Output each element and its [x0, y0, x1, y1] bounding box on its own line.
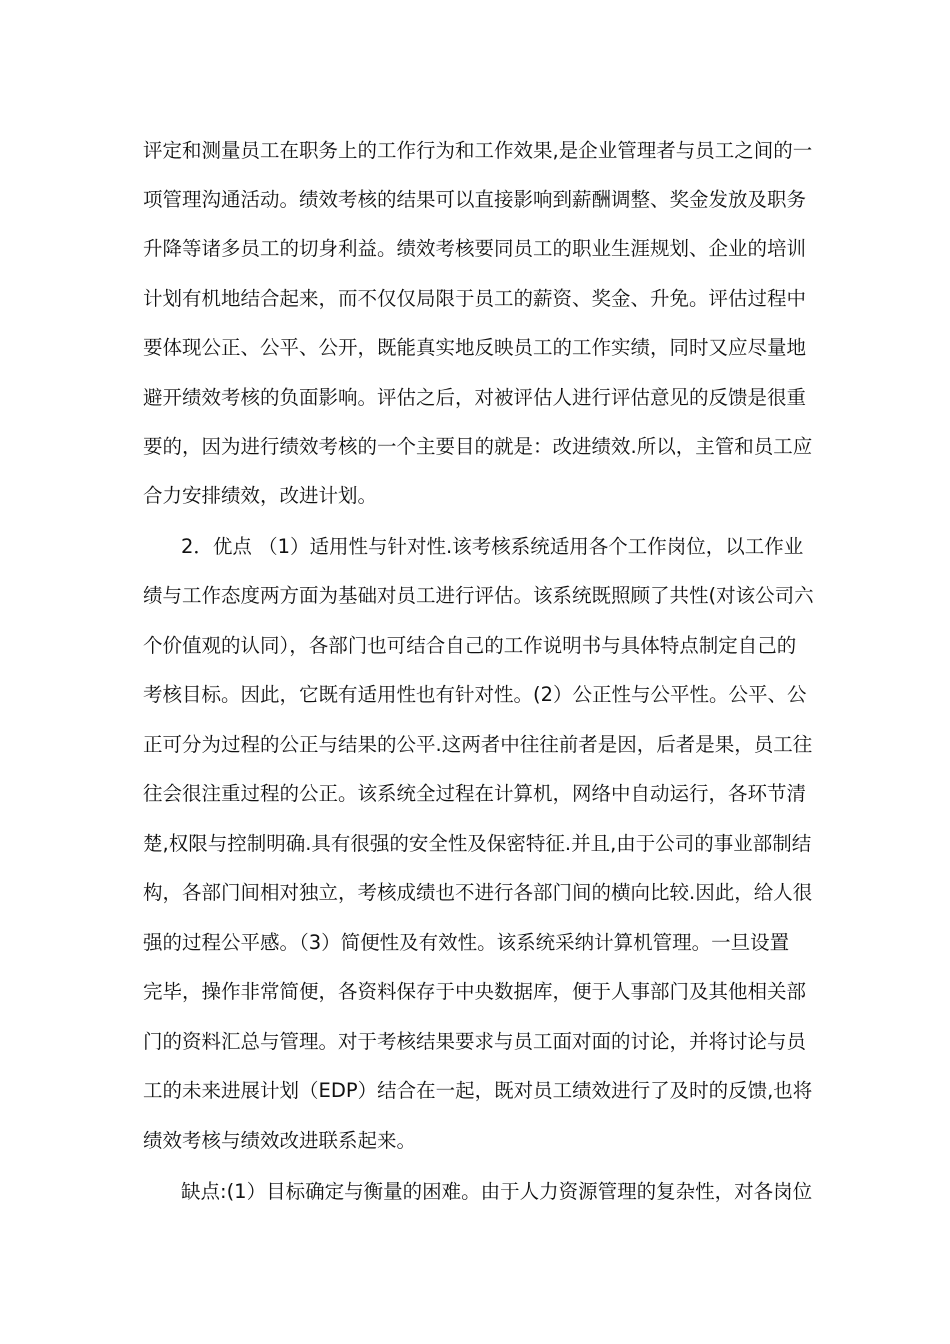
- text-line: 避开绩效考核的负面影响。评估之后，对被评估人进行评估意见的反馈是很重: [143, 386, 807, 409]
- text-line: 评定和测量员工在职务上的工作行为和工作效果,是企业管理者与员工之间的一: [143, 139, 813, 162]
- text-line: 考核目标。因此，它既有适用性也有针对性。(2）公正性与公平性。公平、公: [143, 683, 807, 706]
- text-line: 门的资料汇总与管理。对于考核结果要求与员工面对面的讨论，并将讨论与员: [143, 1030, 807, 1053]
- text-line: 项管理沟通活动。绩效考核的结果可以直接影响到薪酬调整、奖金发放及职务: [143, 188, 807, 211]
- text-line: 合力安排绩效，改进计划。: [143, 484, 378, 507]
- text-line: 构，各部门间相对独立，考核成绩也不进行各部门间的横向比较.因此，给人很: [143, 881, 813, 904]
- text-line: 要的，因为进行绩效考核的一个主要目的就是：改进绩效.所以，主管和员工应: [143, 435, 813, 458]
- paragraph-start-line: 2．优点 （1）适用性与针对性.该考核系统适用各个工作岗位，以工作业: [181, 535, 804, 558]
- text-line: 完毕，操作非常简便，各资料保存于中央数据库，便于人事部门及其他相关部: [143, 980, 807, 1003]
- text-line: 工的未来进展计划（EDP）结合在一起，既对员工绩效进行了及时的反馈,也将: [143, 1079, 813, 1102]
- text-line: 往会很注重过程的公正。该系统全过程在计算机，网络中自动运行，各环节清: [143, 782, 807, 805]
- text-line: 楚,权限与控制明确.具有很强的安全性及保密特征.并且,由于公司的事业部制结: [143, 832, 812, 855]
- text-line: 升降等诸多员工的切身利益。绩效考核要同员工的职业生涯规划、企业的培训: [143, 237, 807, 260]
- text-line: 计划有机地结合起来，而不仅仅局限于员工的薪资、奖金、升免。评估过程中: [143, 287, 807, 310]
- text-line: 要体现公正、公平、公开，既能真实地反映员工的工作实绩，同时又应尽量地: [143, 336, 807, 359]
- text-line: 个价值观的认同），各部门也可结合自己的工作说明书与具体特点制定自己的: [143, 634, 797, 657]
- text-line: 强的过程公平感。（3）简便性及有效性。该系统采纳计算机管理。一旦设置: [143, 931, 790, 954]
- paragraph-start-line: 缺点:(1）目标确定与衡量的困难。由于人力资源管理的复杂性，对各岗位: [181, 1180, 813, 1203]
- text-line: 绩效考核与绩效改进联系起来。: [143, 1129, 417, 1152]
- text-line: 绩与工作态度两方面为基础对员工进行评估。该系统既照顾了共性(对该公司六: [143, 584, 814, 607]
- text-line: 正可分为过程的公正与结果的公平.这两者中往往前者是因，后者是果，员工往: [143, 733, 813, 756]
